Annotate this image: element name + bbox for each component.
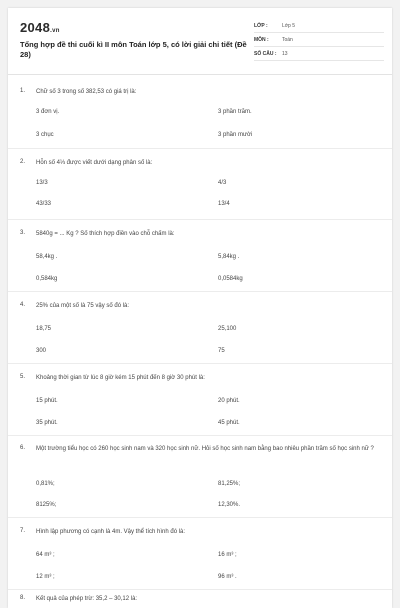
question-separator xyxy=(8,517,392,518)
question-stem: Hình lập phương có cạnh là 4m. Vậy thể tích hình đó là: xyxy=(36,529,186,535)
logo-text: 2048 xyxy=(20,20,51,35)
option-d[interactable]: 13/4 xyxy=(218,201,230,207)
option-c[interactable]: 300 xyxy=(36,348,47,354)
option-b[interactable]: 16 m³ ; xyxy=(218,552,237,558)
meta-row-count xyxy=(254,50,384,61)
question-stem: Kết quả của phép trừ: 35,2 – 30,12 là: xyxy=(36,596,138,602)
question-number: 5. xyxy=(20,374,26,380)
option-a[interactable]: 18,75 xyxy=(36,326,52,332)
question-stem: Hỗn số 4⅓ được viết dưới dạng phân số là: xyxy=(36,160,153,166)
question-separator xyxy=(8,589,392,590)
meta-key: SỐ CÂU : xyxy=(254,51,277,57)
option-b[interactable]: 25,100 xyxy=(218,326,237,332)
meta-value: 13 xyxy=(282,51,288,57)
option-b[interactable]: 4/3 xyxy=(218,180,227,186)
option-b[interactable]: 5,84kg . xyxy=(218,254,240,260)
meta-value: Lớp 5 xyxy=(282,23,296,29)
option-c[interactable]: 43/33 xyxy=(36,201,52,207)
page-title: Tổng hợp đề thi cuối kì II môn Toán lớp 5, có lời giải chi tiết (Đề 28) xyxy=(20,40,247,59)
option-a[interactable]: 15 phút. xyxy=(36,398,58,404)
meta-key: MÔN : xyxy=(254,37,269,43)
option-b[interactable]: 20 phút. xyxy=(218,398,240,404)
option-a[interactable]: 58,4kg . xyxy=(36,254,58,260)
document-page xyxy=(8,8,392,608)
option-d[interactable]: 0,0584kg xyxy=(218,276,243,282)
option-c[interactable]: 12 m³ ; xyxy=(36,574,55,580)
meta-table xyxy=(254,22,384,64)
option-c[interactable]: 0,584kg xyxy=(36,276,58,282)
question-number: 6. xyxy=(20,445,26,451)
meta-row-class xyxy=(254,22,384,33)
question-stem: 5840g = ... Kg ? Số thích hợp điền vào chỗ chấm là: xyxy=(36,231,175,237)
option-c[interactable]: 35 phút. xyxy=(36,420,58,426)
option-d[interactable]: 45 phút. xyxy=(218,420,240,426)
question-separator xyxy=(8,291,392,292)
option-a[interactable]: 0,81%; xyxy=(36,481,55,487)
question-separator xyxy=(8,363,392,364)
option-d[interactable]: 3 phần mười xyxy=(218,132,253,138)
question-number: 8. xyxy=(20,595,26,601)
option-a[interactable]: 64 m³ ; xyxy=(36,552,55,558)
option-c[interactable]: 3 chục xyxy=(36,132,54,138)
site-logo[interactable] xyxy=(20,20,60,35)
option-b[interactable]: 81,25%; xyxy=(218,481,241,487)
option-c[interactable]: 8125%; xyxy=(36,502,57,508)
meta-key: LỚP : xyxy=(254,23,268,29)
question-separator xyxy=(8,435,392,436)
option-b[interactable]: 3 phần trăm. xyxy=(218,109,252,115)
header-divider xyxy=(8,74,392,75)
option-d[interactable]: 12,30%. xyxy=(218,502,241,508)
option-a[interactable]: 13/3 xyxy=(36,180,48,186)
question-number: 2. xyxy=(20,159,26,165)
option-d[interactable]: 96 m³ . xyxy=(218,574,237,580)
question-stem: 25% của một số là 75 vậy số đó là: xyxy=(36,303,130,309)
question-separator xyxy=(8,148,392,149)
question-number: 7. xyxy=(20,528,26,534)
question-number: 4. xyxy=(20,302,26,308)
question-stem: Khoảng thời gian từ lúc 8 giờ kém 15 phút đến 8 giờ 30 phút là: xyxy=(36,375,205,381)
option-d[interactable]: 75 xyxy=(218,348,225,354)
question-number: 1. xyxy=(20,88,26,94)
question-separator xyxy=(8,219,392,220)
option-a[interactable]: 3 đơn vị. xyxy=(36,109,60,115)
question-stem: Một trường tiểu học có 260 học sinh nam và 320 học sinh nữ. Hỏi số học sinh nam bằng bao nhiêu phần trăm số học sinh nữ ? xyxy=(36,446,374,452)
question-number: 3. xyxy=(20,230,26,236)
meta-row-subject xyxy=(254,36,384,47)
meta-value: Toán xyxy=(282,37,293,43)
page-header xyxy=(20,20,380,70)
logo-suffix: .vn xyxy=(50,28,60,34)
question-stem: Chữ số 3 trong số 382,53 có giá trị là: xyxy=(36,89,137,95)
